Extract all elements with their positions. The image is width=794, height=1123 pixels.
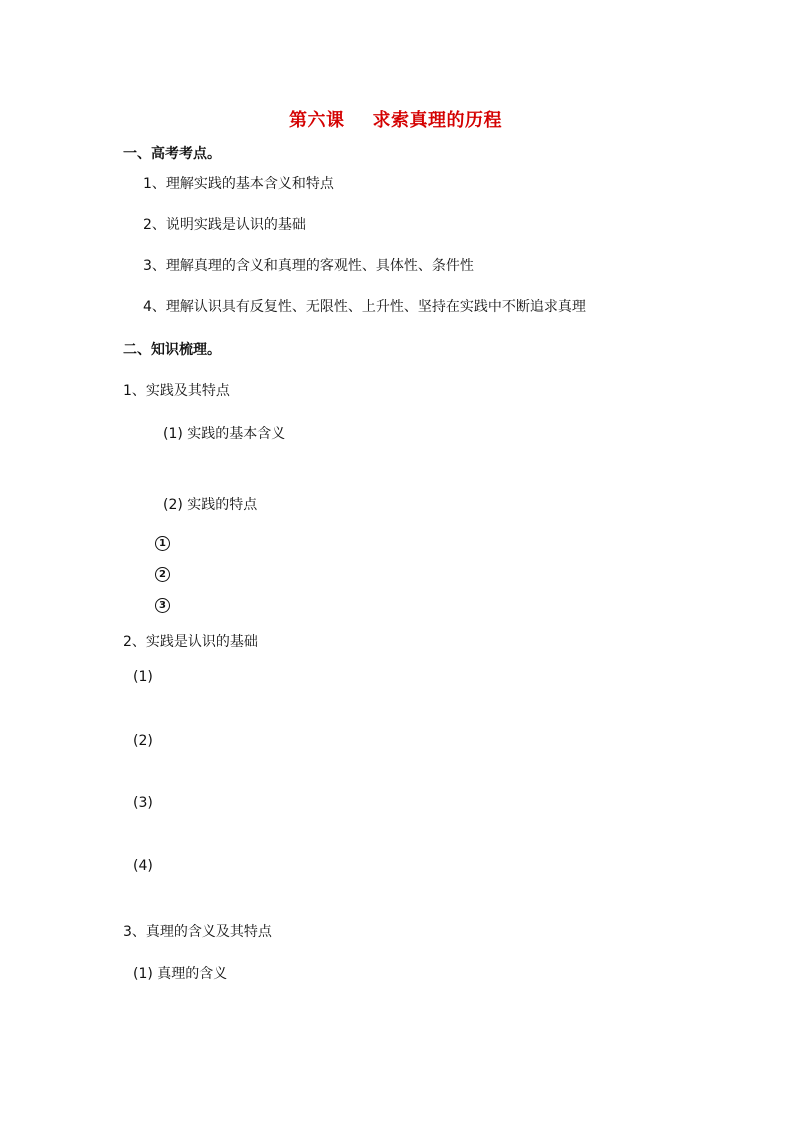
exam-point-3: 3、理解真理的含义和真理的客观性、具体性、条件性: [143, 258, 474, 274]
topic-3-sub-1: (1) 真理的含义: [133, 966, 228, 982]
page-title: [289, 112, 502, 130]
topic-2-label: 2、实践是认识的基础: [123, 634, 258, 650]
section-heading-knowledge: 二、知识梳理。: [123, 342, 221, 358]
topic-2-sub-4: (4): [133, 858, 153, 874]
topic-2-sub-3: (3): [133, 795, 153, 811]
topic-2-sub-2: (2): [133, 733, 153, 749]
exam-point-2: 2、说明实践是认识的基础: [143, 217, 306, 233]
topic-1-sub-1: (1) 实践的基本含义: [163, 426, 286, 442]
topic-3-label: 3、真理的含义及其特点: [123, 924, 272, 940]
lesson-number: 第六课: [289, 110, 345, 131]
circled-number-1: 1: [155, 536, 170, 551]
exam-point-1: 1、理解实践的基本含义和特点: [143, 176, 334, 192]
circled-number-3: 3: [155, 598, 170, 613]
circled-number-2: 2: [155, 567, 170, 582]
topic-2-sub-1: (1): [133, 669, 153, 685]
topic-1-label: 1、实践及其特点: [123, 383, 230, 399]
section-heading-exam-points: 一、高考考点。: [123, 146, 221, 162]
topic-1-sub-2: (2) 实践的特点: [163, 497, 258, 513]
lesson-name: 求索真理的历程: [372, 110, 502, 131]
exam-point-4: 4、理解认识具有反复性、无限性、上升性、坚持在实践中不断追求真理: [143, 299, 586, 315]
